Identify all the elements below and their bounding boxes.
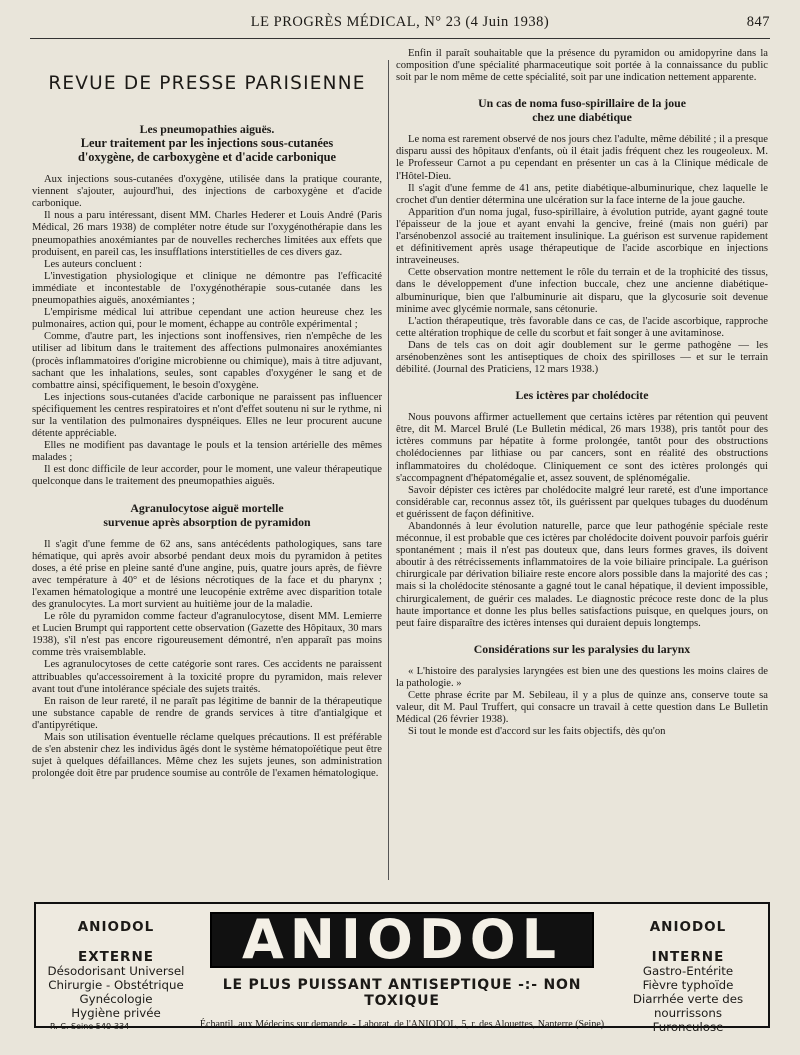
left-column [32, 48, 382, 780]
ad-use: Furonculose [652, 1020, 724, 1034]
ad-use: Hygiène privée [71, 1006, 161, 1020]
paragraph: Il s'agit d'une femme de 41 ans, petite diabétique-albuminurique, chez laquelle le crochet d'un dentier détermina une ulcération sur la face interne de la joue gauche. [396, 182, 768, 206]
ad-slogan: LE PLUS PUISSANT ANTISEPTIQUE -:- NON TOXIQUE [222, 977, 582, 1009]
article-title-agranulocytose [32, 501, 382, 529]
spacer [396, 630, 768, 642]
column-divider [388, 60, 389, 880]
ad-use: Fièvre typhoïde [642, 978, 734, 992]
paragraph: Cette observation montre nettement le rôle du terrain et de la trophicité des tissus, dans le développement d'une infection buccale, chez une ancienne diabétique-albuminurique, bien que l'albuminurie ait disparu, que la glycosurie soit devenue minime avec glycémie normale, sans cétonurie. [396, 267, 768, 315]
ad-center-panel [198, 904, 606, 1030]
article-title-line: Un cas de noma fuso-spirillaire de la joue [478, 96, 686, 111]
paragraph: L'empirisme médical lui attribue cependant une action heureuse chez les pulmonaires, action qui, pour le moment, échappe au contrôle expérimental ; [32, 307, 382, 331]
ad-use: Désodorisant Universel [47, 964, 185, 978]
spacer [32, 489, 382, 501]
paragraph: Elles ne modifient pas davantage le pouls et la tension artérielle des mêmes malades ; [32, 440, 382, 464]
paragraph: Il s'agit d'une femme de 62 ans, sans antécédents pathologiques, sans tare hématique, qui après avoir absorbé pendant deux mois du pyramidon à petites doses, a été prise en pleine santé d'une angine, puis, quatre jours après, de fièvre avec température à 40° et de lésions nécrotiques de la face et du pharynx ; l'examen hématologique a montré une leucopénie extrême avec disparition totale des granulocytes. La mort survient au huitième jour de la maladie. [32, 538, 382, 610]
paragraph: Si tout le monde est d'accord sur les faits objectifs, dès qu'on [408, 726, 666, 738]
paragraph: Apparition d'un noma jugal, fuso-spirillaire, à évolution putride, ayant gagné toute l'épaisseur de la joue et ayant envahi la gencive, freiné (mais non guéri) par l'arsénobenzol associé au traitement insulinique. La guérison est survenue rapidement et définitivement après usage thérapeutique de l'acide ascorbique en injections intraveineuses. [396, 206, 768, 267]
paragraph: L'action thérapeutique, très favorable dans ce cas, de l'acide ascorbique, rapproche cette altération trophique de celle du scorbut et fait songer à une avitaminose. [396, 315, 768, 339]
paragraph: L'investigation physiologique et clinique ne démontre pas l'efficacité immédiate et incontestable de l'oxygénothérapie sous-cutanée dans les pneumopathies aiguës, anoxémiantes ; [32, 270, 382, 307]
article-title-pneumopathies [32, 122, 382, 164]
paragraph: Les injections sous-cutanées d'acide carbonique ne paraissent pas influencer spécifiquement les centres respiratoires et n'ont d'effet soutenu ni sur le rythme, ni sur la ventilation des pulmonaires dyspnéiques. Elles ne leur procurent aucune détente appréciable. [32, 391, 382, 440]
paragraph: Savoir dépister ces ictères par cholédocite malgré leur rareté, est d'une importance considérable car, reconnus assez tôt, ils guérissent par quelques tubages du duodénum et guérissent de façon définitive. [396, 484, 768, 520]
ad-product-variant: EXTERNE [78, 949, 154, 965]
ad-use: Gynécologie [79, 992, 153, 1006]
ad-use: Diarrhée verte des nourrissons [632, 992, 744, 1020]
article-title-line: Agranulocytose aiguë mortelle [130, 500, 284, 515]
aniodol-advertisement [34, 902, 770, 1034]
ad-address: Échantil. aux Médecins sur demande. - Laborat. de l'ANIODOL, 5, r. des Alouettes, Nanterre (Seine) [199, 1019, 605, 1030]
article-title-line: survenue après absorption de pyramidon [103, 514, 311, 529]
paragraph: Nous pouvons affirmer actuellement que certains ictères par rétention qui peuvent être, dit M. Marcel Brulé (Le Bulletin médical, 26 mars 1938), pris tantôt pour des ictères communs par hépatite à forme prolongée, tantôt pour des obstructions cholédociennes par lithiase ou par cancers, sont en réalité des obstructions inflammatoires du cholédoque. Cliniquement ce sont des ictères prolongés qui s'accompagnent d'hépatomégalie et, assez souvent, de splénomégalie. [396, 412, 768, 484]
paragraph: Enfin il paraît souhaitable que la présence du pyramidon ou amidopyrine dans la composition d'une spécialité pharmaceutique soit portée à la connaissance du public soit par le nom même de cette spécialité, soit par une indication nettement apparente. [396, 48, 768, 84]
article-title-line: Considérations sur les paralysies du larynx [473, 641, 691, 656]
paragraph: Aux injections sous-cutanées d'oxygène, utilisée dans la pratique courante, viennent s'ajouter, aujourd'hui, des injections de carboxygène et d'acide carbonique. [32, 174, 382, 210]
paragraph: Il nous a paru intéressant, disent MM. Charles Hederer et Louis André (Paris Médical, 26 mars 1938) de compléter notre étude sur l'oxygénothérapie dans les pneumopathies anoxémiantes par de nouvelles recherches limitées aux effets que produisent, en pareil cas, les insufflations interstitielles de ces divers gaz. [32, 210, 382, 258]
paragraph: Les auteurs concluent : [44, 258, 142, 270]
spacer [396, 376, 768, 388]
paragraph: Il est donc difficile de leur accorder, pour le moment, une valeur thérapeutique quelconque dans le traitement des pneumopathies aiguës. [32, 464, 382, 488]
ad-product-variant: INTERNE [651, 949, 725, 965]
paragraph: Le noma est rarement observé de nos jours chez l'adulte, même débilité ; il a presque disparu aussi des hôpitaux d'enfants, où il était jadis fréquent chez les rougeoleux. M. le Professeur Carnot a pu cependant en présenter un cas à la Clinique médicale de l'Hôtel-Dieu. [396, 134, 768, 182]
article-title-line: d'oxygène, de carboxygène et d'acide carbonique [77, 150, 337, 165]
article-title-icteres [396, 388, 768, 402]
ad-right-panel [608, 904, 768, 1034]
article-title-noma [396, 96, 768, 124]
article-title-line: Les ictères par cholédocite [515, 388, 649, 403]
ad-product-name: ANIODOL [77, 919, 155, 935]
spacer [396, 84, 768, 96]
paragraph: Cette phrase écrite par M. Sebileau, il y a plus de quinze ans, conserve toute sa valeur, dit M. Paul Truffert, qui consacre un travail à cette question dans Le Bulletin Médical (26 février 1938). [396, 690, 768, 726]
article-title-line: Les pneumopathies aiguës. [139, 122, 275, 137]
paragraph: En raison de leur rareté, il ne paraît pas légitime de bannir de la thérapeutique une substance capable de rendre de grands services à titre d'antialgique et d'antipyrétique. [32, 695, 382, 731]
page-number: 847 [746, 14, 770, 30]
ad-registration: R. C. Seine 540-334 [50, 1022, 130, 1031]
article-title-line: chez une diabétique [532, 110, 632, 125]
journal-header-title: LE PROGRÈS MÉDICAL, N° 23 (4 Juin 1938) [250, 14, 550, 30]
section-heading: REVUE DE PRESSE PARISIENNE [48, 73, 366, 94]
ad-use: Chirurgie - Obstétrique [48, 978, 184, 992]
paragraph: Comme, d'autre part, les injections sont inoffensives, rien n'empêche de les utiliser ad libitum dans le traitement des affections pulmonaires anoxémiantes (procès inflammatoires d'origine microbienne ou chimique), mais à titre adjuvant, sachant que les inhalations, seules, sont capables d'oxygéner le sang et de combattre ainsi, spécifiquement, le besoin d'oxygène. [32, 331, 382, 391]
article-title-larynx [396, 642, 768, 656]
article-title-line: Leur traitement par les injections sous-cutanées [80, 136, 334, 151]
paragraph: Les agranulocytoses de cette catégorie sont rares. Ces accidents ne paraissent attribuables qu'accessoirement à la toxicité propre du pyramidon, mais relever avant tout d'une intolérance spéciale des sujets traités. [32, 659, 382, 695]
paragraph: « L'histoire des paralysies laryngées est bien une des questions les moins claires de la pathologie. » [396, 665, 768, 689]
right-column [396, 48, 768, 738]
header-rule [30, 38, 770, 39]
paragraph: Le rôle du pyramidon comme facteur d'agranulocytose, disent MM. Lemierre et Lucien Brumpt qui rapportent cette observation (Gazette des Hôpitaux, 30 mars 1938), s'il n'est pas encore rigoureusement démontré, n'en apparaît pas moins comme très vraisemblable. [32, 611, 382, 659]
paragraph: Dans de tels cas on doit agir doublement sur le germe pathogène — les arsénobenzènes sont les antiseptiques de choix des spirilloses — et sur le terrain débilité. (Journal des Praticiens, 12 mars 1938.) [396, 339, 768, 376]
paragraph: Abandonnés à leur évolution naturelle, parce que leur pathogénie spéciale reste méconnue, il est probable que ces ictères par cholédocite doivent pouvoir parfois guérir spontanément ; mais il n'est pas douteux que, dans leurs formes graves, ils doivent aboutir à des rétrécissements inflammatoires de la voie biliaire principale. La guérison chirurgicale par dérivation biliaire reste encore alors possible dans la majorité des cas ; mais si la cholédocite sténosante a gagné tout le canal hépatique, il devient impossible, chirurgicalement, de guérir ces malades. Le diagnostic précoce reste donc de la plus haute importance et donne les plus belles satisfactions puisque, en quelques jours, on peut faire disparaître des ictères intenses qui duraient depuis longtemps. [396, 521, 768, 629]
running-header [30, 10, 770, 40]
paragraph: Mais son utilisation éventuelle réclame quelques précautions. Il est préférable de s'en abstenir chez les individus âgés dont le système hématopoïétique peut être sujet à quelques défaillances. Même chez les sujets jeunes, son administration prolongée doit être par prudence soumise au contrôle de l'examen hématologique. [32, 732, 382, 780]
ad-brand-logo: ANIODOL [210, 912, 594, 968]
ad-left-panel [36, 904, 196, 1031]
ad-product-name: ANIODOL [649, 919, 727, 935]
ad-use: Gastro-Entérite [642, 964, 734, 978]
